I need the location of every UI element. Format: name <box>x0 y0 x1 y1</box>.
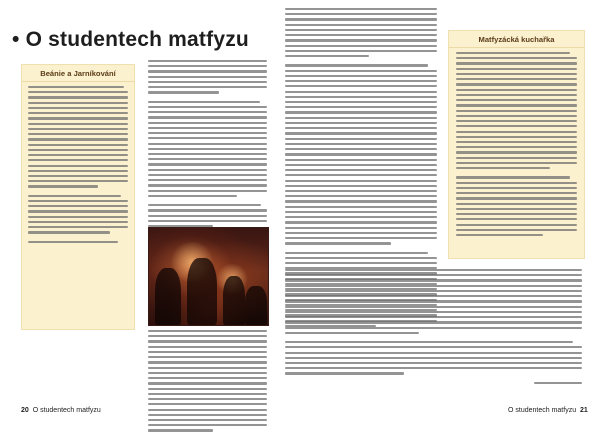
box-paragraph <box>28 86 128 188</box>
body-column-2-bottom <box>148 330 267 432</box>
footer-left <box>21 407 101 414</box>
box-body-beanie <box>22 82 134 247</box>
sidebar-box-kucharka <box>448 30 585 259</box>
box-paragraph-link <box>28 241 128 243</box>
box-heading-beanie: Beánie a Jarníkování <box>22 65 134 82</box>
footer-right <box>508 407 588 414</box>
page-number-right: 21 <box>579 407 588 414</box>
title-text: O studentech matfyzu <box>25 28 249 51</box>
event-photo <box>148 227 269 326</box>
box-paragraph <box>28 195 128 234</box>
body-column-2-top <box>148 60 267 231</box>
sidebar-box-beanie <box>21 64 135 330</box>
title-bullet: • <box>12 28 20 51</box>
body-wide-text <box>285 269 582 384</box>
box-body-kucharka <box>449 48 584 240</box>
page-number-left: 20 <box>21 407 29 414</box>
footer-section-left: O studentech matfyzu <box>32 407 101 414</box>
box-heading-kucharka: Matfyzácká kuchařka <box>449 31 584 48</box>
footer-section-right: O studentech matfyzu <box>508 407 577 414</box>
article-title <box>12 28 249 52</box>
